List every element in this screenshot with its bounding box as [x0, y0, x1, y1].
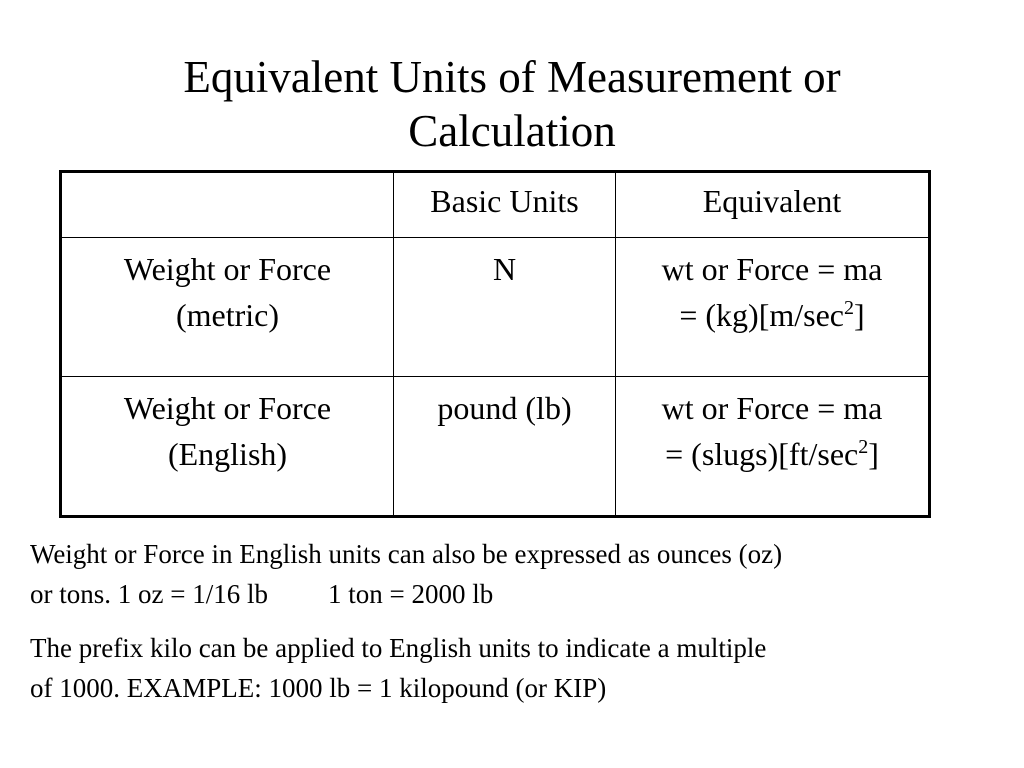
note-line: of 1000. EXAMPLE: 1000 lb = 1 kilopound (or KIP) — [30, 673, 607, 703]
note-line: 1 ton = 2000 lb — [327, 579, 494, 609]
closing-bracket: ] — [868, 436, 879, 473]
slide-title-line-1: Equivalent Units of Measurement or — [183, 52, 841, 102]
basic-unit-cell: pound (lb) — [394, 377, 616, 517]
quantity-cell — [61, 377, 394, 517]
equivalent-units — [620, 431, 924, 477]
note-paragraph-units — [30, 534, 1000, 614]
units-table — [59, 170, 931, 518]
equivalent-formula: wt or Force = ma — [661, 251, 883, 288]
table-row — [61, 238, 930, 377]
header-cell-basic-units: Basic Units — [394, 172, 616, 238]
closing-bracket: ] — [854, 297, 865, 334]
quantity-name: Weight or Force — [123, 251, 332, 288]
header-cell-blank — [61, 172, 394, 238]
header-cell-equivalent: Equivalent — [616, 172, 930, 238]
exponent: 2 — [858, 436, 869, 459]
slide-title-line-2: Calculation — [408, 106, 616, 156]
equivalent-cell — [616, 377, 930, 517]
note-line: Weight or Force in English units can also be expressed as ounces (oz) — [30, 539, 783, 569]
slide-title — [0, 50, 1024, 158]
equivalent-units — [620, 292, 924, 338]
quantity-system: (metric) — [175, 297, 280, 334]
equivalent-cell — [616, 238, 930, 377]
notes — [30, 534, 1000, 722]
quantity-cell — [61, 238, 394, 377]
quantity-system: (English) — [167, 436, 288, 473]
equivalent-units-text: = (slugs)[ft/sec — [665, 436, 859, 473]
quantity-name: Weight or Force — [123, 390, 332, 427]
exponent: 2 — [844, 297, 854, 320]
table-row — [61, 377, 930, 517]
note-line: or tons. 1 oz = 1/16 lb — [30, 579, 268, 609]
note-paragraph-kilo — [30, 628, 1000, 708]
equivalent-units-text: = (kg)[m/sec — [679, 297, 844, 334]
note-line: The prefix kilo can be applied to English units to indicate a multiple — [30, 633, 767, 663]
table-header-row — [61, 172, 930, 238]
equivalent-formula: wt or Force = ma — [661, 390, 883, 427]
basic-unit-cell: N — [394, 238, 616, 377]
